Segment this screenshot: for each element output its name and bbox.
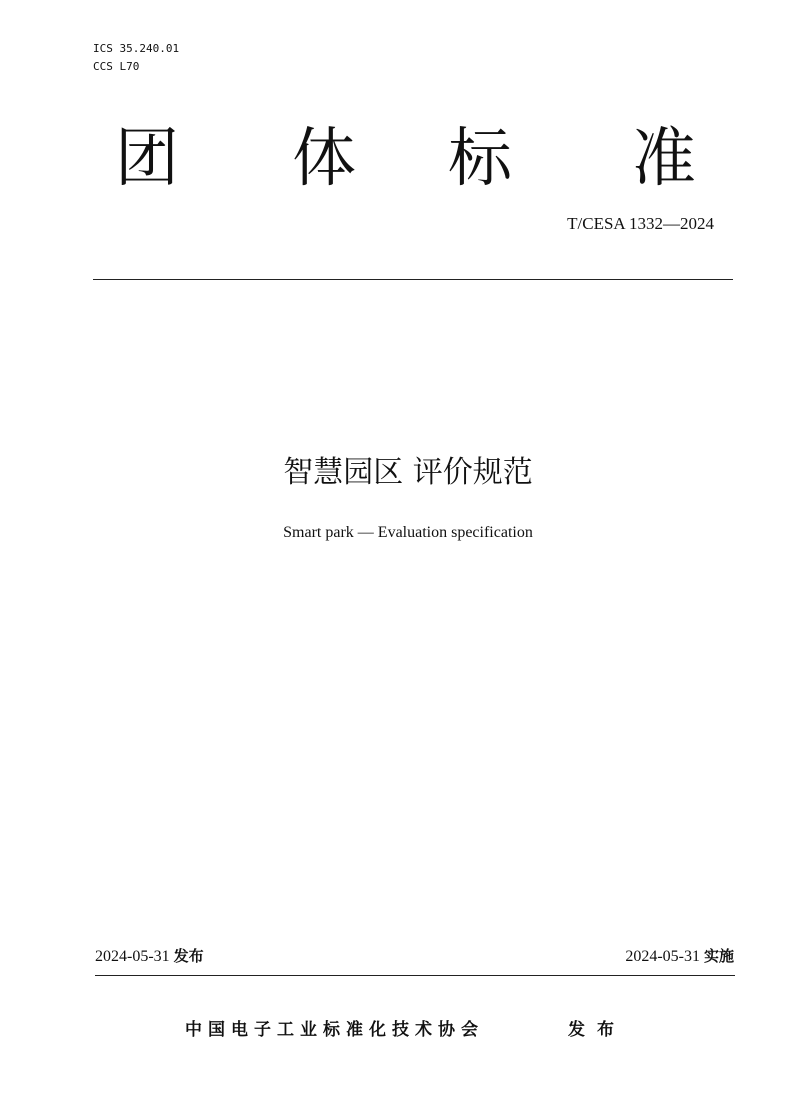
release-date-value: 2024-05-31 — [95, 948, 170, 965]
implementation-date — [625, 945, 734, 966]
implementation-date-value: 2024-05-31 — [625, 948, 700, 965]
implementation-label: 实施 — [703, 947, 734, 965]
standard-type-char: 准 — [632, 122, 696, 196]
footer-divider — [95, 975, 735, 976]
ccs-code: CCS L70 — [93, 60, 140, 73]
release-date — [95, 945, 204, 966]
ics-code: ICS 35.240.01 — [93, 42, 180, 55]
header-divider — [93, 279, 733, 280]
release-label: 发布 — [173, 947, 204, 965]
standard-type-char: 标 — [448, 122, 512, 196]
standard-type-char: 团 — [115, 122, 179, 196]
standard-type-char: 体 — [292, 122, 356, 196]
document-title-en: Smart park — Evaluation specification — [283, 524, 533, 541]
document-title-cn: 智慧园区 评价规范 — [283, 455, 533, 490]
standard-number: T/CESA 1332—2024 — [567, 214, 714, 233]
classification-codes — [93, 40, 179, 76]
publisher-name: 中国电子工业标准化技术协会 — [185, 1020, 484, 1040]
publish-label: 发布 — [568, 1020, 626, 1040]
